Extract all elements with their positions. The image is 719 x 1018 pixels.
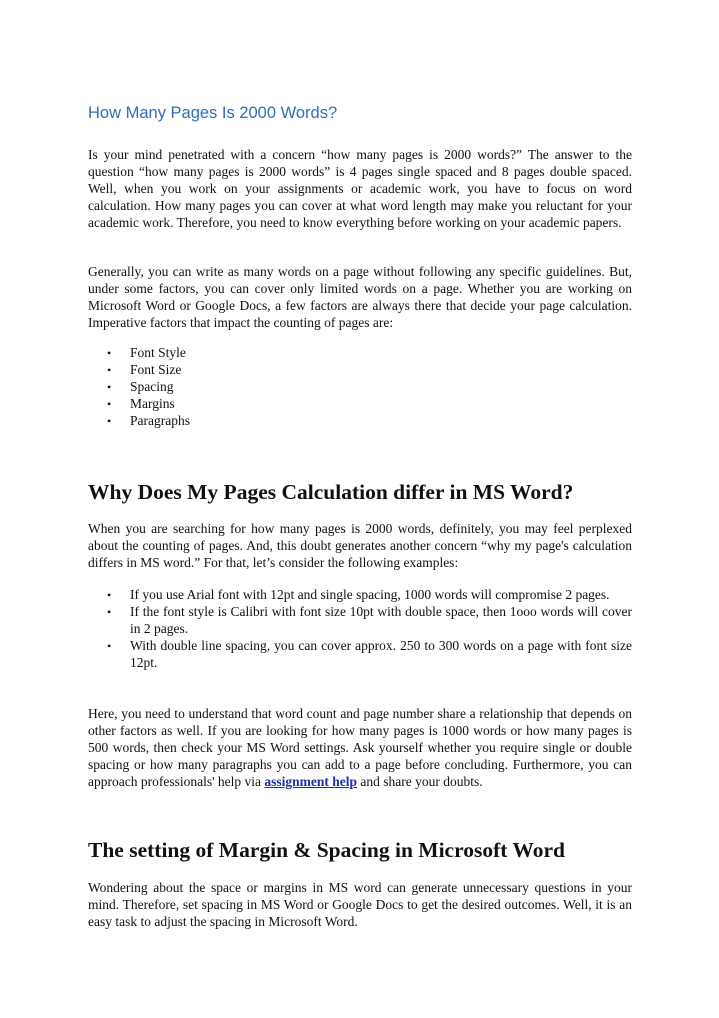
calculation-intro-paragraph: When you are searching for how many pages is 2000 words, definitely, you may feel perplexed about the counting of pages. And, this doubt generates another concern “why my page's calculation differs in MS word.” For that, let’s consider the following examples: [88,521,632,571]
section-heading-pages-2000-words: How Many Pages Is 2000 Words? [88,104,338,122]
list-item: • With double line spacing, you can cover approx. 250 to 300 words on a page with font size 12pt. [88,638,632,672]
list-item: • Margins [88,396,632,413]
section-heading-margin-spacing: The setting of Margin & Spacing in Microsoft Word [88,838,565,862]
list-item: • Paragraphs [88,413,632,430]
factors-paragraph: Generally, you can write as many words on a page without following any specific guidelines. But, under some factors, you can cover only limited words on a page. Whether you are working on Microsoft Word or Google Docs, a few factors are always there that decide your page calculation. Imperative factors that impact the counting of pages are: [88,264,632,331]
list-item: • Font Style [88,345,632,362]
list-item: • If you use Arial font with 12pt and single spacing, 1000 words will compromise 2 pages. [88,587,632,604]
factors-list [88,345,632,430]
margin-spacing-paragraph: Wondering about the space or margins in MS word can generate unnecessary questions in your mind. Therefore, set spacing in MS Word or Google Docs to get the desired outcomes. Well, it is an easy task to adjust the spacing in Microsoft Word. [88,880,632,930]
list-item: • Font Size [88,362,632,379]
assignment-help-link[interactable]: assignment help [264,774,358,790]
intro-paragraph: Is your mind penetrated with a concern “how many pages is 2000 words?” The answer to the question “how many pages is 2000 words” is 4 pages single spaced and 8 pages double spaced. Well, when you work on your assignments or academic work, you have to focus on word calculation. How many pages you can cover at what word length may make you reluctant for your academic work. Therefore, you need to know everything before working on your academic papers. [88,147,632,231]
paragraph-text: and share your doubts. [357,774,483,790]
list-item: • Spacing [88,379,632,396]
word-count-paragraph [88,705,632,790]
paragraph-text: Here, you need to understand that word count and page number share a relationship that depends on other factors as well. If you are looking for how many pages is 1000 words or how many pages is 500 words, then check your MS Word settings. Ask yourself whether you require single or double spacing or how many paragraphs you can add to a page before concluding. Furthermore, you can approach professionals' help via [88,706,632,790]
examples-list [88,587,632,672]
list-item: • If the font style is Calibri with font size 10pt with double space, then 1ooo words will cover in 2 pages. [88,604,632,638]
section-heading-calculation-differ: Why Does My Pages Calculation differ in MS Word? [88,480,574,504]
